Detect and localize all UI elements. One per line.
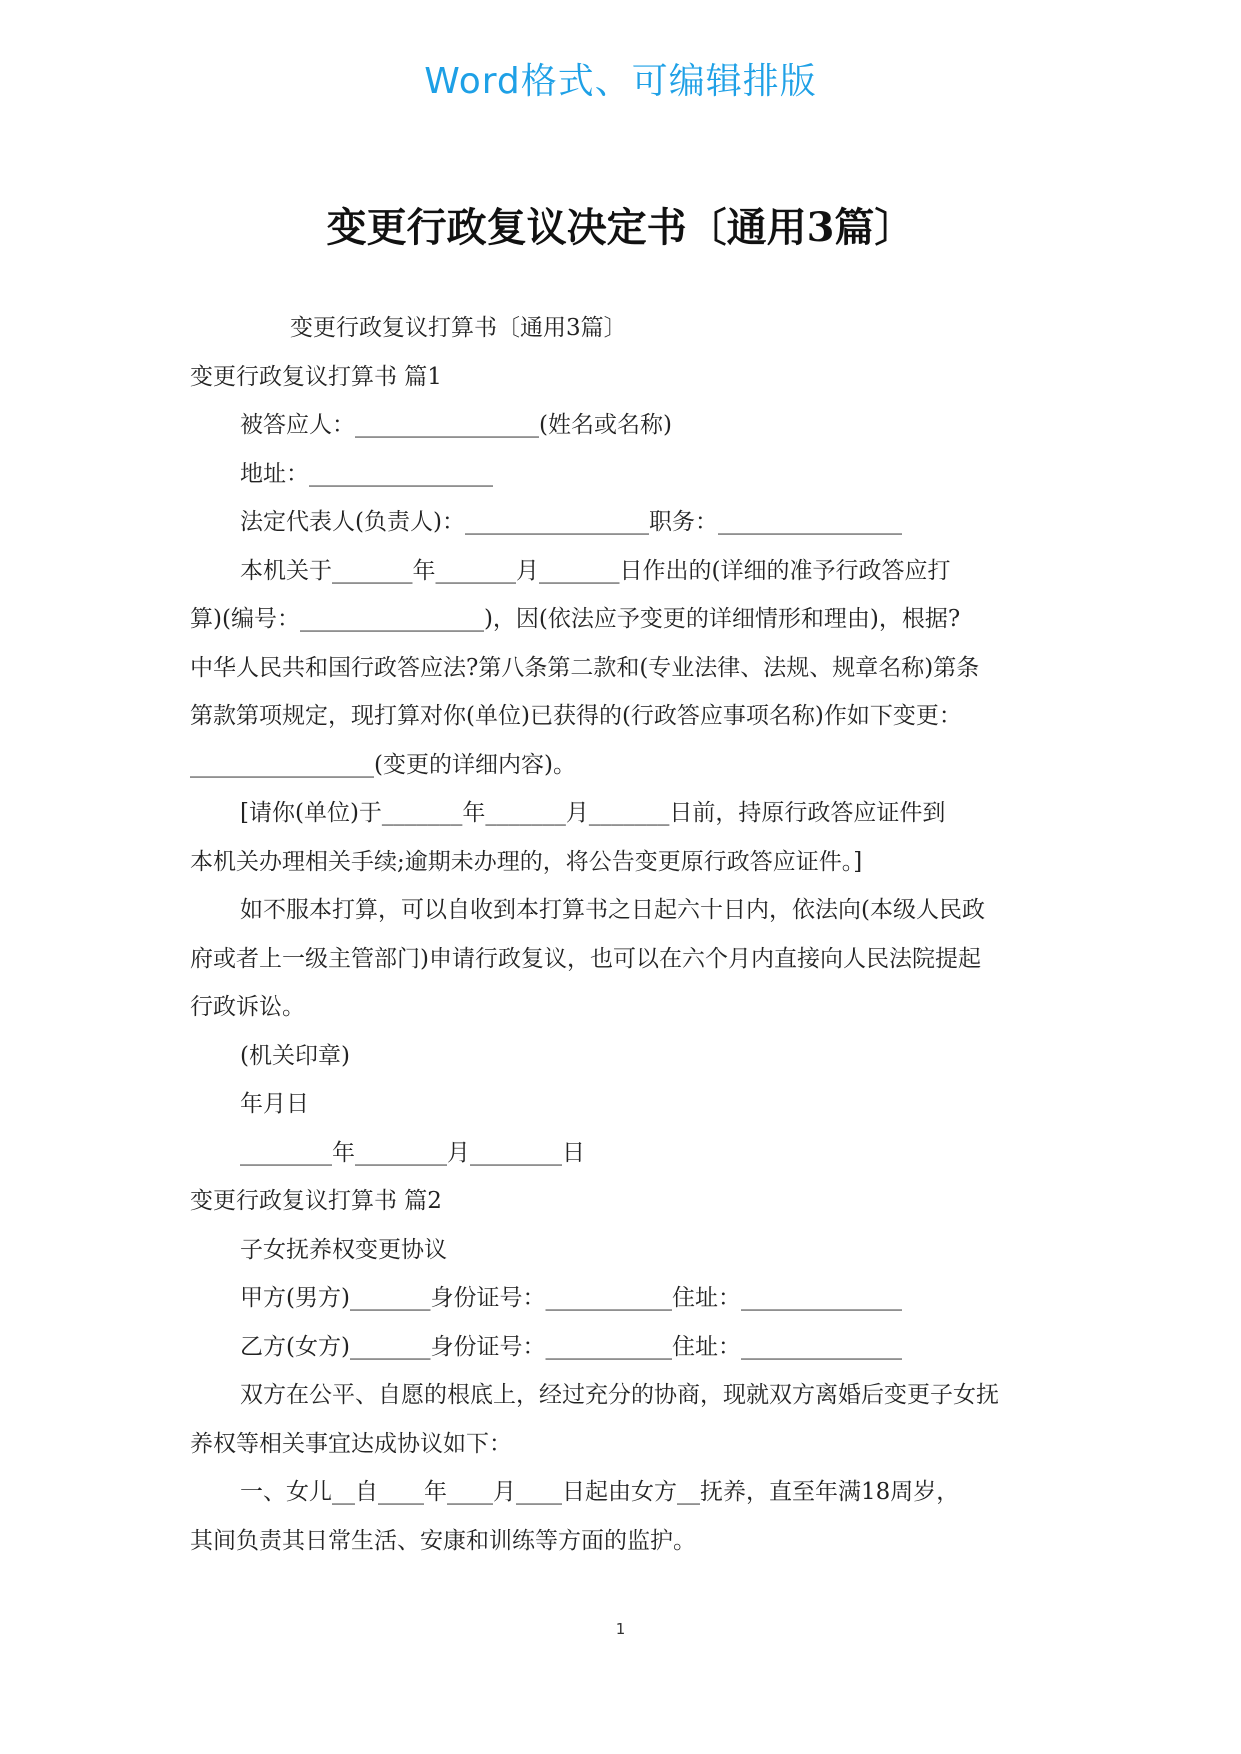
body-line: 行政诉讼。: [190, 994, 305, 1020]
body-line: ________________(变更的详细内容)。: [190, 751, 576, 778]
format-banner: Word格式、可编辑排版: [424, 61, 817, 102]
body-line: 中华人民共和国行政答应法?第八条第二款和(专业法律、法规、规章名称)第条: [190, 654, 980, 681]
body-line: 养权等相关事宜达成协议如下：: [190, 1430, 512, 1457]
subtitle-line: 变更行政复议打算书〔通用3篇〕: [290, 315, 627, 341]
body-line: 法定代表人(负责人)：________________职务：________________: [240, 509, 902, 535]
page-number: 1: [615, 1620, 626, 1638]
document-body: [190, 304, 1056, 1565]
body-line: 被答应人：________________(姓名或名称): [240, 412, 672, 438]
body-line: 府或者上一级主管部门)申请行政复议，也可以在六个月内直接向人民法院提起: [190, 945, 981, 972]
body-line: 本机关于_______年_______月_______日作出的(详细的准予行政答应打: [240, 557, 951, 584]
party-b-line: 乙方(女方)_______身份证号：___________住址：______________: [240, 1333, 902, 1360]
date-label-line: 年月日: [240, 1091, 309, 1117]
section-heading-2: 变更行政复议打算书 篇2: [190, 1188, 442, 1214]
date-blank-line: ________年________月________日: [240, 1139, 585, 1166]
agreement-title: 子女抚养权变更协议: [240, 1236, 447, 1263]
body-line: 算)(编号：________________)，因(依法应予变更的详细情形和理由)，根据?: [190, 606, 961, 632]
document-title: 变更行政复议决定书〔通用3篇〕: [326, 204, 915, 251]
body-line: 一、女儿__自____年____月____日起由女方__抚养，直至年满18周岁，: [240, 1479, 960, 1505]
body-line: 其间负责其日常生活、安康和训练等方面的监护。: [190, 1527, 696, 1554]
section-heading-1: 变更行政复议打算书 篇1: [190, 363, 442, 390]
body-line: 第款第项规定，现打算对你(单位)已获得的(行政答应事项名称)作如下变更：: [190, 703, 962, 729]
body-line: 地址：________________: [240, 460, 493, 487]
seal-line: (机关印章): [240, 1042, 350, 1069]
body-line: 双方在公平、自愿的根底上，经过充分的协商，现就双方离婚后变更子女抚: [240, 1382, 999, 1408]
body-line: [请你(单位)于_______年_______月_______日前，持原行政答应证件到: [240, 800, 946, 826]
party-a-line: 甲方(男方)_______身份证号：___________住址：______________: [240, 1285, 902, 1311]
body-line: 如不服本打算，可以自收到本打算书之日起六十日内，依法向(本级人民政: [240, 897, 985, 923]
body-line: 本机关办理相关手续;逾期未办理的，将公告变更原行政答应证件。]: [190, 848, 863, 875]
